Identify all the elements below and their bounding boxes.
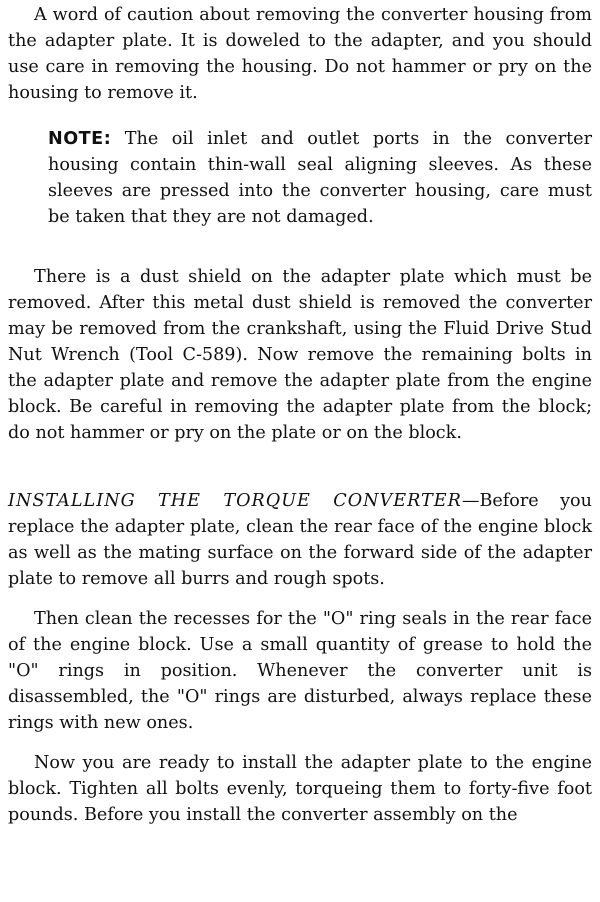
note-block xyxy=(48,126,592,230)
document-page xyxy=(8,2,592,828)
note-label: NOTE: xyxy=(48,129,112,149)
section-dash: — xyxy=(461,491,480,511)
section-text: Before you replace the adapter plate, clean the rear face of the engine block as well as the mating surface on the forward side of the adapter plate to remove all burrs and rough spots. xyxy=(8,491,592,589)
note-text: The oil inlet and outlet ports in the converter housing contain thin-wall seal aligning sleeves. As these sleeves are pressed into the converter housing, care must be taken that they are not damaged. xyxy=(48,129,592,227)
paragraph-adapter-plate-install: Now you are ready to install the adapter plate to the engine block. Tighten all bolts evenly, torqueing them to forty-five foot pounds. Before you install the converter assembly on the xyxy=(8,753,592,825)
paragraph-caution: A word of caution about removing the converter housing from the adapter plate. It is doweled to the adapter, and you should use care in removing the housing. Do not hammer or pry on the housing to remove it. xyxy=(8,5,592,103)
paragraph-installing xyxy=(8,488,592,592)
section-heading: INSTALLING THE TORQUE CONVERTER xyxy=(8,491,462,511)
paragraph-o-ring-seals: Then clean the recesses for the "O" ring seals in the rear face of the engine block. Use a small quantity of grease to hold the "O" rings in position. Whenever the converter unit is disassembled, the "O" rings are disturbed, always replace these rings with new ones. xyxy=(8,609,592,733)
paragraph-dust-shield: There is a dust shield on the adapter plate which must be removed. After this metal dust shield is removed the converter may be removed from the crankshaft, using the Fluid Drive Stud Nut Wrench (Tool C-589). Now remove the remaining bolts in the adapter plate and remove the adapter plate from the engine block. Be careful in removing the adapter plate from the block; do not hammer or pry on the plate or on the block. xyxy=(8,267,592,443)
